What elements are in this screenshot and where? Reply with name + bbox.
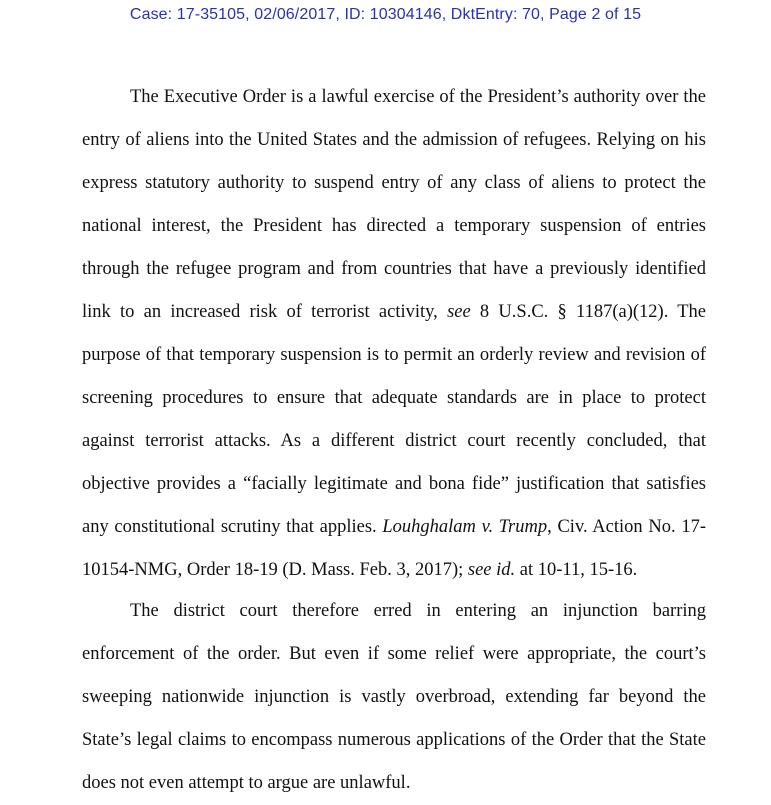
- paragraph-2-text: The district court therefore erred in entering an injunction barring enforcement of the order. But even if some relief were appropriate, the court’s sweeping nationwide injunction is vastly overbroad, extending far beyond the State’s legal claims to encompass numerous applications of the Order that the State does not even attempt to argue are unlawful.: [82, 601, 706, 793]
- paragraph-1-text-a: The Executive Order is a lawful exercise of the President’s authority over the entry of aliens into the United States and the admission of refugees. Relying on his express statutory authority to suspend entry of any class of aliens to protect the national interest, the President has directed a temporary suspension of entries through the refugee program and from countries that have a previously identified link to an increased risk of terrorist activity,: [82, 87, 706, 322]
- paragraph-1-text-b: 8 U.S.C. § 1187(a)(12). The purpose of that temporary suspension is to permit an orderly review and revision of screening procedures to ensure that adequate standards are in place to protect against terrorist attacks. As a different district court recently concluded, that objective provides a “facially legitimate and bona fide” justification that satisfies any constitutional scrutiny that applies.: [82, 302, 706, 537]
- citation-signal-see-id: see id.: [467, 560, 516, 580]
- paragraph-1-text-d: at 10-11, 15-16.: [515, 560, 638, 580]
- paragraph-1: [82, 76, 706, 592]
- paragraph-2: [82, 590, 706, 805]
- case-header: Case: 17-35105, 02/06/2017, ID: 10304146, DktEntry: 70, Page 2 of 15: [129, 6, 642, 23]
- citation-signal-see: see: [447, 302, 471, 322]
- case-name: Louhghalam v. Trump: [382, 517, 548, 537]
- paragraph-1-text-c: , Civ. Action No. 17-10154-NMG, Order 18-19 (D. Mass. Feb. 3, 2017);: [82, 517, 706, 580]
